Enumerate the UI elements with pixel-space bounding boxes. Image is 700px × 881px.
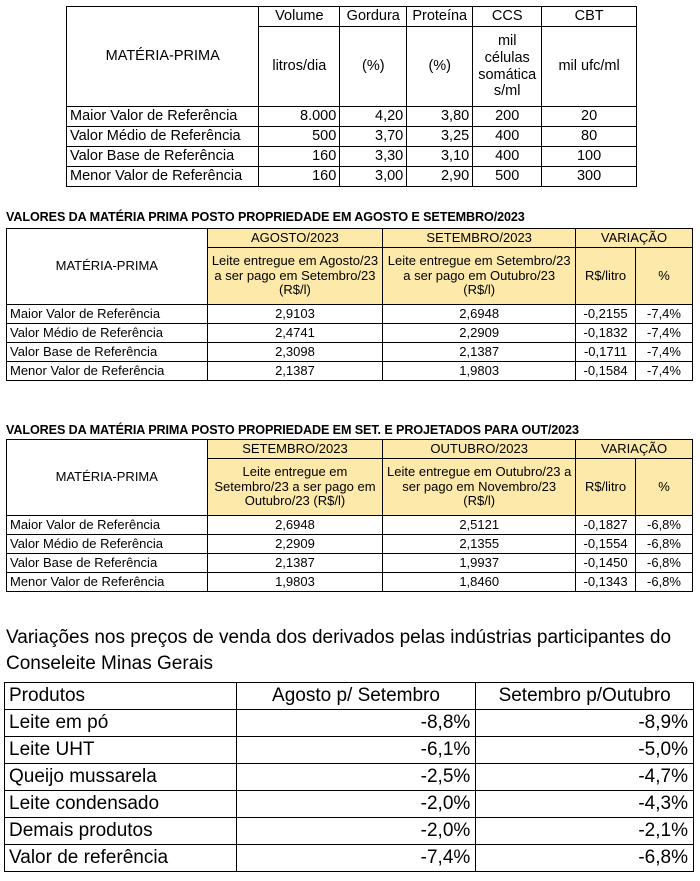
cell-volume: 500 [259,127,340,147]
cell-sep: 2,6948 [207,516,383,535]
table-row [5,710,694,737]
table-row [5,791,694,818]
cell-var-pct: -6,8% [636,516,693,535]
cell-sep: 1,9803 [207,573,383,592]
table1-col-volume: Volume [259,7,340,27]
cell-ccs: 400 [473,127,542,147]
table1-unit-proteina: (%) [407,27,473,107]
cell-aug-sep: -2,5% [236,764,476,791]
cell-proteina: 3,80 [407,107,473,127]
cell-var-rs: -0,1827 [576,516,636,535]
cell-sep-oct: -8,9% [476,710,694,737]
table2-variation: VARIAÇÃO [576,229,693,248]
table2-var-unit-pct: % [636,248,693,305]
cell-cbt: 100 [542,147,637,167]
cell-var-rs: -0,2155 [576,305,636,324]
cell-proteina: 3,10 [407,147,473,167]
table4-header-products: Produtos [5,683,237,710]
cell-proteina: 3,25 [407,127,473,147]
table1-unit-ccs: mil células somática s/ml [473,27,542,107]
cell-proteina: 2,90 [407,167,473,187]
table-row [7,362,693,381]
cell-aug: 2,9103 [207,305,383,324]
table2-period1: AGOSTO/2023 [207,229,383,248]
cell-cbt: 300 [542,167,637,187]
cell-sep: 2,2909 [383,324,576,343]
cell-sep-oct: -4,7% [476,764,694,791]
table3-period1-desc: Leite entregue em Setembro/23 a ser pago em Outubro/23 (R$/l) [207,459,383,516]
cell-sep-oct: -2,1% [476,818,694,845]
table3-var-unit-pct: % [636,459,693,516]
cell-oct: 2,5121 [383,516,576,535]
table4-header-aug-sep: Agosto p/ Setembro [236,683,476,710]
cell-aug-sep: -2,0% [236,791,476,818]
cell-var-rs: -0,1711 [576,343,636,362]
table2-title: VALORES DA MATÉRIA PRIMA POSTO PROPRIEDADE EM AGOSTO E SETEMBRO/2023 [6,210,525,224]
row-label: Valor Base de Referência [7,343,208,362]
cell-var-pct: -6,8% [636,554,693,573]
cell-volume: 160 [259,167,340,187]
cell-volume: 160 [259,147,340,167]
cell-sep: 2,1387 [383,343,576,362]
cell-aug-sep: -7,4% [236,845,476,872]
table-row [5,818,694,845]
cell-ccs: 500 [473,167,542,187]
cell-var-pct: -7,4% [636,324,693,343]
cell-aug: 2,3098 [207,343,383,362]
cell-sep: 1,9803 [383,362,576,381]
cell-var-rs: -0,1450 [576,554,636,573]
table3-period2: OUTUBRO/2023 [383,440,576,459]
cell-sep: 2,6948 [383,305,576,324]
row-label: Maior Valor de Referência [67,107,259,127]
table1-unit-volume: litros/dia [259,27,340,107]
cell-var-pct: -6,8% [636,573,693,592]
row-label: Maior Valor de Referência [7,305,208,324]
table4-title: Variações nos preços de venda dos derivados pelas indústrias participantes do Conseleite Minas Gerais [6,627,672,674]
cell-oct: 2,1355 [383,535,576,554]
cell-aug-sep: -2,0% [236,818,476,845]
table1-col-ccs: CCS [473,7,542,27]
cell-var-pct: -7,4% [636,343,693,362]
cell-gordura: 3,70 [340,127,407,147]
product-label: Leite condensado [5,791,237,818]
table2-period2: SETEMBRO/2023 [383,229,576,248]
row-label: Valor Médio de Referência [67,127,259,147]
table-row [7,324,693,343]
row-label: Menor Valor de Referência [7,362,208,381]
table-row [7,343,693,362]
table-row [5,764,694,791]
raw-material-parameters-table [66,6,637,187]
table-row [5,845,694,872]
table-row [67,127,637,147]
table1-col-gordura: Gordura [340,7,407,27]
cell-cbt: 20 [542,107,637,127]
table-row [7,554,693,573]
table2-var-unit-rs: R$/litro [576,248,636,305]
table-row [7,305,693,324]
cell-ccs: 400 [473,147,542,167]
sep-oct-prices-table [6,439,693,592]
product-label: Queijo mussarela [5,764,237,791]
table1-col-proteina: Proteína [407,7,473,27]
table-row [67,147,637,167]
table-row [7,573,693,592]
cell-var-pct: -6,8% [636,535,693,554]
cell-sep: 2,2909 [207,535,383,554]
table3-period1: SETEMBRO/2023 [207,440,383,459]
cell-var-pct: -7,4% [636,362,693,381]
cell-gordura: 4,20 [340,107,407,127]
cell-aug: 2,1387 [207,362,383,381]
cell-oct: 1,9937 [383,554,576,573]
derivatives-price-variation-table [4,682,694,872]
cell-sep: 2,1387 [207,554,383,573]
table2-period2-desc: Leite entregue em Setembro/23 a ser pago em Outubro/23 (R$/l) [383,248,576,305]
row-label: Valor Base de Referência [7,554,208,573]
cell-var-rs: -0,1554 [576,535,636,554]
cell-ccs: 200 [473,107,542,127]
row-label: Valor Base de Referência [67,147,259,167]
cell-gordura: 3,30 [340,147,407,167]
table2-row-header: MATÉRIA-PRIMA [7,229,208,305]
table1-col-cbt: CBT [542,7,637,27]
cell-aug-sep: -6,1% [236,737,476,764]
row-label: Valor Médio de Referência [7,535,208,554]
table1-unit-cbt: mil ufc/ml [542,27,637,107]
table-row [7,535,693,554]
row-label: Menor Valor de Referência [7,573,208,592]
cell-gordura: 3,00 [340,167,407,187]
table3-variation: VARIAÇÃO [576,440,693,459]
cell-var-rs: -0,1343 [576,573,636,592]
cell-oct: 1,8460 [383,573,576,592]
table-row [67,167,637,187]
aug-sep-prices-table [6,228,693,381]
product-label: Valor de referência [5,845,237,872]
table-row [67,107,637,127]
table1-row-header: MATÉRIA-PRIMA [67,7,259,107]
row-label: Maior Valor de Referência [7,516,208,535]
product-label: Demais produtos [5,818,237,845]
row-label: Menor Valor de Referência [67,167,259,187]
table3-var-unit-rs: R$/litro [576,459,636,516]
table4-header-sep-oct: Setembro p/Outubro [476,683,694,710]
cell-aug: 2,4741 [207,324,383,343]
table3-row-header: MATÉRIA-PRIMA [7,440,208,516]
table3-title: VALORES DA MATÉRIA PRIMA POSTO PROPRIEDADE EM SET. E PROJETADOS PARA OUT/2023 [6,423,579,437]
cell-volume: 8.000 [259,107,340,127]
table2-period1-desc: Leite entregue em Agosto/23 a ser pago em Setembro/23 (R$/l) [207,248,383,305]
table1-unit-gordura: (%) [340,27,407,107]
cell-aug-sep: -8,8% [236,710,476,737]
table3-period2-desc: Leite entregue em Outubro/23 a ser pago em Novembro/23 (R$/l) [383,459,576,516]
product-label: Leite UHT [5,737,237,764]
table-row [5,737,694,764]
cell-var-rs: -0,1584 [576,362,636,381]
cell-var-rs: -0,1832 [576,324,636,343]
cell-sep-oct: -6,8% [476,845,694,872]
product-label: Leite em pó [5,710,237,737]
cell-cbt: 80 [542,127,637,147]
table-row [7,516,693,535]
cell-var-pct: -7,4% [636,305,693,324]
row-label: Valor Médio de Referência [7,324,208,343]
cell-sep-oct: -4,3% [476,791,694,818]
cell-sep-oct: -5,0% [476,737,694,764]
